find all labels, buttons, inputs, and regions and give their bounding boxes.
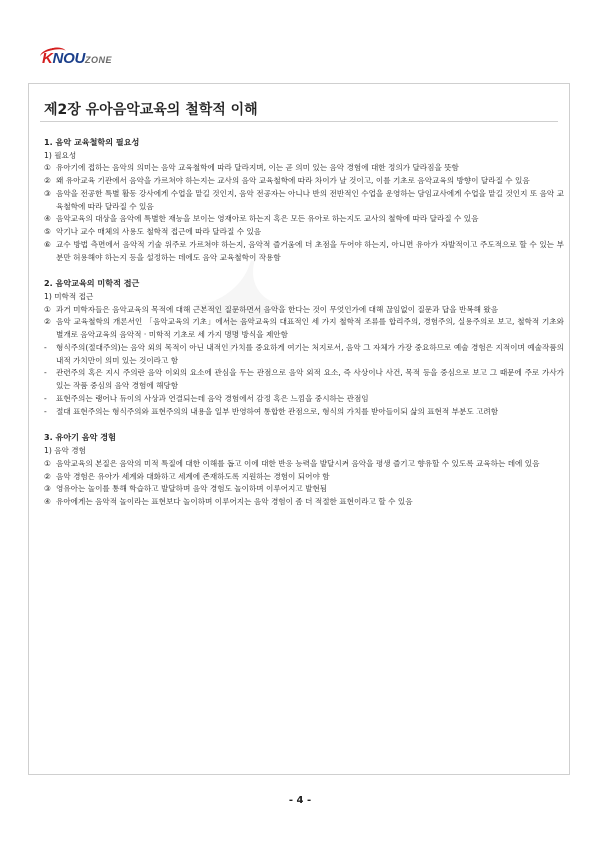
logo-zone: ZONE — [84, 55, 112, 65]
section-music-experience — [44, 431, 564, 508]
logo-now: NOU — [52, 50, 85, 67]
list-item: - 관련주의 혹은 지시 주의란 음악 이외의 요소에 관심을 두는 관점으로 음악 외적 요소, 즉 사상이나 사건, 목적 등을 중심으로 보고 그 때문에 주로 가사가 있는 작품 중심의 음악 경험에 해당함 — [44, 368, 564, 391]
list-item: ① 음악교육의 본질은 음악의 미적 특질에 대한 이해를 돕고 이에 대한 반응 능력을 발달시켜 음악을 평생 즐기고 향유할 수 있도록 교육하는 데에 있음 — [44, 458, 540, 468]
subsection-title: 1) 음악 경험 — [44, 446, 86, 456]
list-item: ④ 유아에게는 음악적 놀이라는 표현보다 놀이하며 이루어지는 음악 경험이 좀 더 적절한 표현이라고 할 수 있음 — [44, 497, 413, 507]
chapter-divider — [40, 121, 558, 122]
subsection-title: 1) 미학적 접근 — [44, 291, 94, 301]
page-number: - 4 - — [288, 795, 312, 806]
list-item: ⑤ 악기나 교수 매체의 사용도 철학적 접근에 따라 달라질 수 있음 — [44, 227, 262, 237]
section-title: 1. 음악 교육철학의 필요성 — [44, 137, 140, 147]
logo-k: K — [42, 50, 53, 67]
chapter-title: 제2장 유아음악교육의 철학적 이해 — [44, 102, 258, 118]
section-title: 2. 음악교육의 미학적 접근 — [44, 278, 140, 289]
section-title: 3. 유아기 음악 경험 — [44, 432, 116, 443]
section-necessity — [44, 136, 564, 264]
list-item: - 형식주의(절대주의)는 음악 외의 목적이 아닌 내적인 가치를 중요하게 여기는 처지로서, 음악 그 자체가 가장 중요하므로 예술 경험은 지적이며 예술작품의 내적 가치만이 의미 있는 것이라고 함 — [44, 342, 564, 365]
section-aesthetic-approach — [44, 277, 564, 418]
list-item: ② 음악 경험은 유아가 세계와 대화하고 세계에 존재하도록 지원하는 경험이 되어야 함 — [44, 471, 330, 481]
list-item: ① 유아기에 접하는 음악의 의미는 음악 교육철학에 따라 달라지며, 이는 곧 의미 있는 음악 경험에 대한 정의가 달라짐을 뜻함 — [44, 163, 459, 173]
list-item: ③ 음악을 전공한 특별 활동 강사에게 수업을 맡길 것인지, 음악 전공자는 아니나 반의 전반적인 수업을 운영하는 담임교사에게 수업을 맡길 것인지 또 음악 교육철학에 따라 달라질 수 있음 — [44, 188, 564, 211]
list-item: ② 음악 교육철학의 개론서인 「음악교육의 기초」에서는 음악교육의 대표적인 세 가지 철학적 조류를 합리주의, 경험주의, 실용주의로 보고, 철학적 기초와 별개로 음악교육의 음악적 · 미학적 기초로 세 가지 명명 방식을 제안함 — [44, 317, 564, 340]
subsection-title: 1) 필요성 — [44, 150, 77, 160]
list-item: ② 왜 유아교육 기관에서 음악을 가르쳐야 하는지는 교사의 음악 교육철학에 따라 차이가 날 것이고, 이를 기초로 음악교육의 방향이 달라질 수 있음 — [44, 176, 530, 186]
document-body — [44, 136, 564, 509]
list-item: ⑥ 교수 방법 측면에서 음악적 기술 위주로 가르쳐야 하는지, 음악적 즐거움에 더 초점을 두어야 하는지, 아니면 유아가 자발적이고 주도적으로 할 수 있는 부분만 허용해야 하는지 등을 설정하는 데에도 음악 교육철학이 작용함 — [44, 239, 564, 262]
list-item: - 절대 표현주의는 형식주의와 표현주의의 내용을 일부 반영하여 통합한 관점으로, 형식의 가치를 받아들이되 삶의 표현적 부분도 고려함 — [44, 406, 499, 416]
list-item: ① 과거 미학자들은 음악교육의 목적에 대해 근본적인 질문하면서 음악을 한다는 것이 무엇인가에 대해 끊임없이 질문과 답을 반복해 왔음 — [44, 304, 499, 314]
list-item: ④ 음악교육의 대상을 음악에 특별한 재능을 보이는 영재아로 하는지 혹은 모든 유아로 하는지도 교사의 철학에 따라 달라질 수 있음 — [44, 214, 479, 224]
list-item: ③ 영유아는 놀이를 통해 학습하고 발달하며 음악 경험도 놀이하며 이루어지고 발현됨 — [44, 484, 328, 494]
knouzone-logo — [42, 50, 112, 67]
list-item: - 표현주의는 랭어나 듀이의 사상과 연결되는데 음악 경험에서 감정 혹은 느낌을 중시하는 관점임 — [44, 393, 369, 403]
